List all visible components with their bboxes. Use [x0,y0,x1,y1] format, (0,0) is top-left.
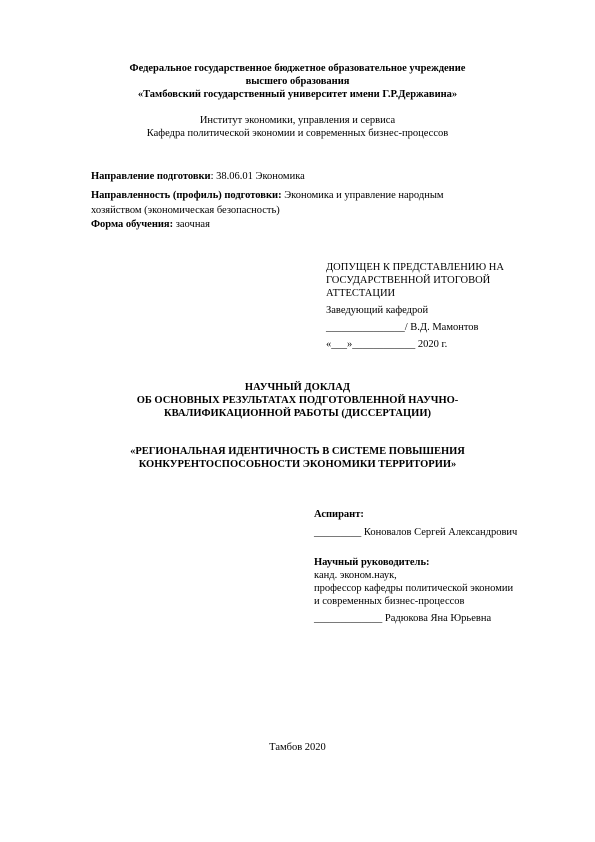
org-line-2: высшего образования [245,76,350,87]
supervisor-degree: канд. эконом.наук, [314,570,397,581]
form-row [91,218,210,231]
approval-line-5: _______________/ В.Д. Мамонтов [326,322,479,333]
department: Кафедра политической экономии и современных бизнес-процессов [146,128,449,139]
approval-line-4: Заведующий кафедрой [326,305,429,316]
direction-value: : 38.06.01 Экономика [210,171,305,182]
report-title-3: КВАЛИФИКАЦИОННОЙ РАБОТЫ (ДИССЕРТАЦИИ) [164,408,431,419]
report-topic-2: КОНКУРЕНТОСПОСОБНОСТИ ЭКОНОМИКИ ТЕРРИТОРИИ» [138,459,457,470]
approval-line-1: ДОПУЩЕН К ПРЕДСТАВЛЕНИЮ НА [326,262,504,273]
direction-row [91,170,305,183]
supervisor-signature-line: _____________ Радюкова Яна Юрьевна [314,613,492,624]
report-title-1: НАУЧНЫЙ ДОКЛАД [244,382,351,393]
report-topic-1: «РЕГИОНАЛЬНАЯ ИДЕНТИЧНОСТЬ В СИСТЕМЕ ПОВЫШЕНИЯ [130,446,465,457]
aspirant-label: Аспирант: [314,509,364,520]
profile-row [91,189,444,202]
org-line-1: Федеральное государственное бюджетное образовательное учреждение [129,63,466,74]
city-year: Тамбов 2020 [269,742,326,753]
org-line-3: «Тамбовский государственный университет имени Г.Р.Державина» [137,89,458,100]
supervisor-position-2: и современных бизнес-процессов [314,596,465,607]
supervisor-label: Научный руководитель: [314,557,430,568]
profile-label: Направленность (профиль) подготовки: [91,190,282,201]
approval-line-3: АТТЕСТАЦИИ [326,288,396,299]
aspirant-line: _________ Коновалов Сергей Александрович [314,527,518,538]
form-value: заочная [173,219,210,230]
direction-label: Направление подготовки [91,171,211,182]
approval-line-6: «___»____________ 2020 г. [326,339,448,350]
profile-value-1: Экономика и управление народным [281,190,444,201]
institute: Институт экономики, управления и сервиса [199,115,396,126]
profile-value-2: хозяйством (экономическая безопасность) [91,205,280,216]
report-title-2: ОБ ОСНОВНЫХ РЕЗУЛЬТАТАХ ПОДГОТОВЛЕННОЙ НАУЧНО- [136,395,459,406]
supervisor-position-1: профессор кафедры политической экономии [314,583,514,594]
approval-line-2: ГОСУДАРСТВЕННОЙ ИТОГОВОЙ [326,275,491,286]
form-label: Форма обучения: [91,219,174,230]
